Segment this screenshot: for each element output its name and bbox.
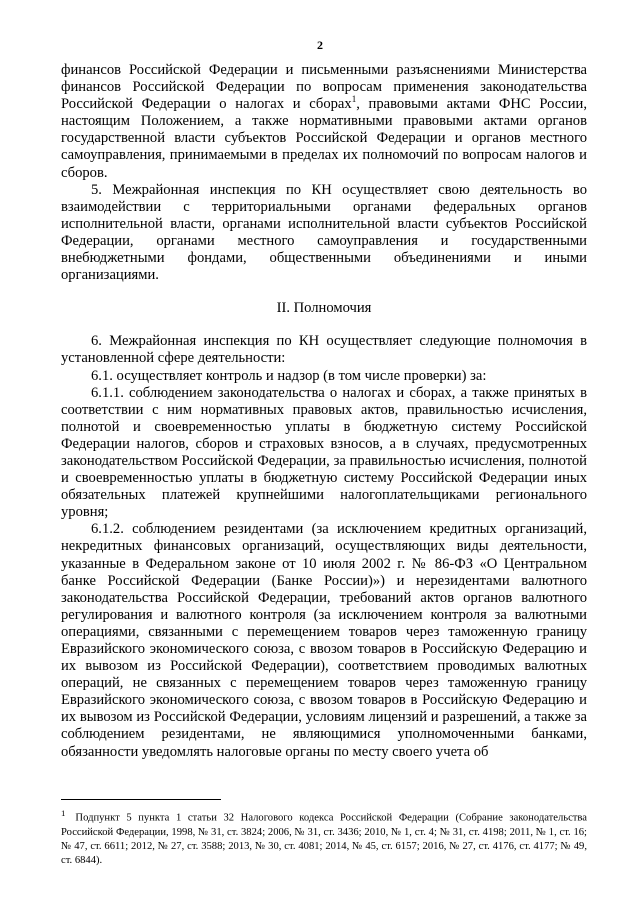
paragraph-item-6-1-2: 6.1.2. соблюдением резидентами (за исключением кредитных организаций, некредитных финансовых организаций, осуществляющих виды деятельности, указанные в Федеральном законе от 10 июля 2002 г. № 86-ФЗ «О Центральном банке Российской Федерации (Банке России)») и нерезидентами валютного законодательства Российской Федерации, требований актов органов валютного регулирования и валютного контроля (за исключением контроля за валютными операциями, связанными с перемещением товаров через таможенную границу Евразийского экономического союза, с ввозом товаров в Российскую Федерацию и их вывозом из Российской Федерации), соответствием проводимых валютных операций, не связанных с перемещением товаров через таможенную границу Евразийского экономического союза, с ввозом товаров в Российскую Федерацию и их вывозом из Российской Федерации, условиям лицензий и разрешений, а также за соблюдением резидентами, не являющимися уполномоченными банками, обязанности уведомлять налоговые органы по месту своего учета об — [61, 521, 587, 760]
footnote-reference: 1 — [351, 94, 357, 105]
paragraph-text: финансов Российской Федерации и письменными разъяснениями Министерства финансов Российской Федерации по вопросам применения законодательства Российской Федерации о налогах и сборах — [61, 62, 587, 113]
section-heading: II. Полномочия — [276, 300, 372, 317]
page-number: 2 — [317, 38, 323, 52]
paragraph-item-6-1-1: 6.1.1. соблюдением законодательства о налогах и сборах, а также принятых в соответствии с ним нормативных правовых актов, правильностью исчисления, полнотой и своевременностью уплаты в бюджетную систему Российской Федерации налогов, сборов и страховых взносов, а в случаях, предусмотренных законодательством Российской Федерации, за правильностью исчисления, полнотой и своевременностью уплаты в бюджетную систему Российской Федерации иных обязательных платежей крупнейшими налогоплательщиками регионального уровня; — [61, 384, 587, 521]
footnote — [61, 806, 587, 868]
paragraph-item-6: 6. Межрайонная инспекция по КН осуществляет следующие полномочия в установленной сфере деятельности: — [61, 333, 587, 367]
footnote-divider — [61, 799, 221, 800]
footnote-text: Подпункт 5 пункта 1 статьи 32 Налогового кодекса Российской Федерации (Собрание законодательства Российской Федерации, 1998, № 31, ст. 3824; 2006, № 31, ст. 3436; 2010, № 1, ст. 4; № 31, ст. 4198; 2011, № 1, ст. 16; № 47, ст. 6611; 2012, № 27, ст. 3588; 2013, № 30, ст. 4081; 2014, № 45, ст. 6157; 2016, № 27, ст. 4176, ст. 4177; № 49, ст. 6844). — [61, 812, 587, 867]
paragraph-item-6-1: 6.1. осуществляет контроль и надзор (в том числе проверки) за: — [91, 367, 487, 384]
paragraph-continuation — [61, 62, 587, 182]
footnote-mark: 1 — [61, 808, 66, 818]
document-body — [61, 62, 587, 761]
paragraph-item-5: 5. Межрайонная инспекция по КН осуществляет свою деятельность во взаимодействии с территориальными органами федеральных органов исполнительной власти, органами исполнительной власти субъектов Российской Федерации, органами местного самоуправления и государственными внебюджетными фондами, общественными объединениями и иными организациями. — [61, 181, 587, 284]
paragraph-text: , правовыми актами ФНС России, настоящим Положением, а также нормативными правовыми актами органов государственной власти субъектов Российской Федерации и органов местного самоуправления, принимаемыми в пределах их полномочий по вопросам налогов и сборов. — [61, 96, 587, 181]
